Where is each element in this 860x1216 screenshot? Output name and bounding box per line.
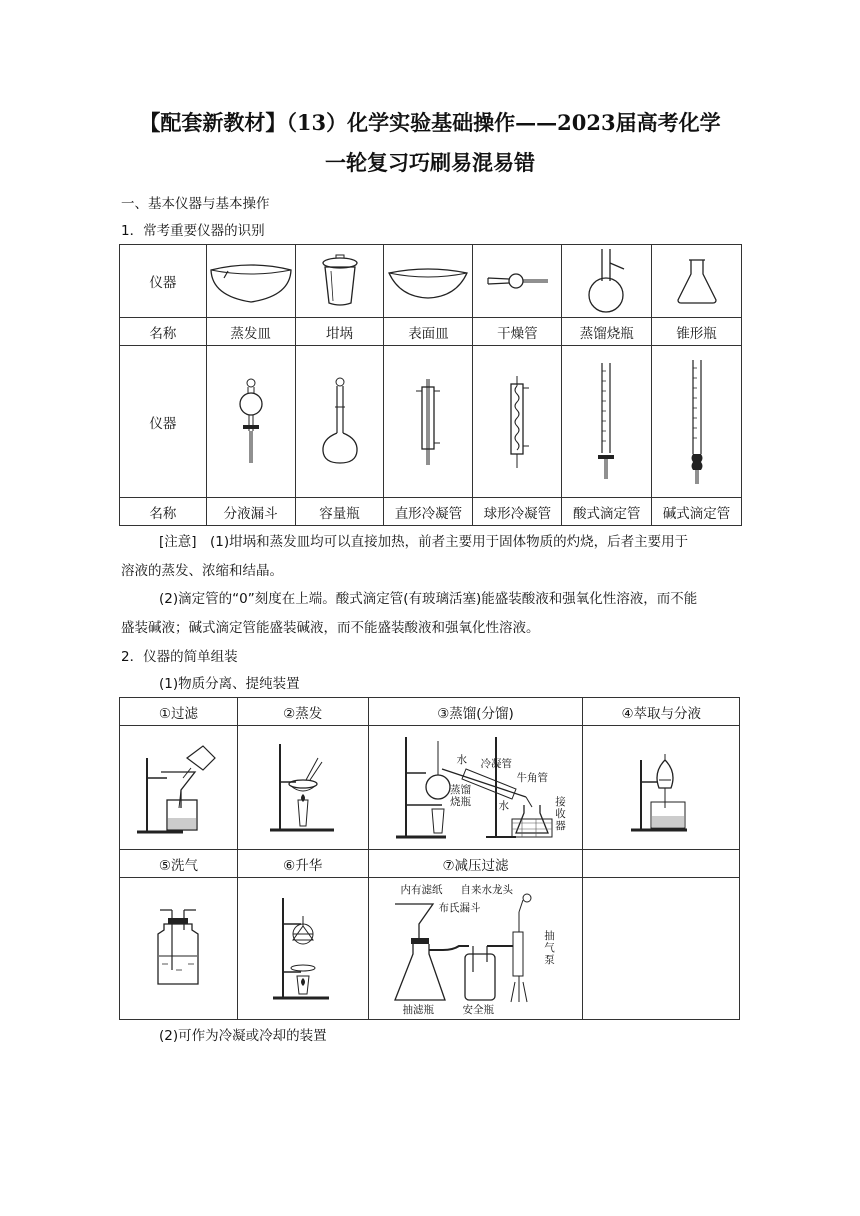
note-1-line-1: [注意] (1)坩埚和蒸发皿均可以直接加热，前者主要用于固体物质的灼烧，后者主要用于 [159, 534, 689, 550]
distilling-flask-image [562, 245, 652, 318]
subsection-heading-2-2: (2)可作为冷凝或冷却的装置 [159, 1028, 327, 1044]
header-filtration: ①过滤 [120, 698, 238, 726]
label-buchner-funnel: 布氏漏斗 [438, 902, 481, 914]
straight-condenser-image [384, 346, 473, 498]
name-watch-glass: 表面皿 [384, 318, 473, 346]
header-distillation: ③蒸馏(分馏) [368, 698, 583, 726]
watch-glass-image [384, 245, 473, 318]
drying-tube-image [473, 245, 562, 318]
label-condenser: 冷凝管 [480, 758, 513, 770]
vacuum-filtration-apparatus-image [368, 878, 583, 1020]
label-filter-paper: 内有滤纸 [400, 884, 443, 896]
note-1-line-2: 溶液的蒸发、浓缩和结晶。 [121, 563, 283, 579]
subsection-heading-2: 2．仪器的简单组装 [121, 649, 238, 665]
subsection-heading-2-1: (1)物质分离、提纯装置 [159, 676, 300, 692]
empty-cell [583, 878, 740, 1020]
name-volumetric-flask: 容量瓶 [295, 498, 384, 526]
name-separatory-funnel: 分液漏斗 [206, 498, 295, 526]
name-drying-tube: 干燥管 [473, 318, 562, 346]
label-instrument: 仪器 [120, 245, 207, 318]
gas-washing-apparatus-image [120, 878, 238, 1020]
note-2-line-2: 盛装碱液；碱式滴定管能盛装碱液，而不能盛装酸液和强氧化性溶液。 [121, 620, 540, 636]
name-evaporating-dish: 蒸发皿 [206, 318, 295, 346]
sublimation-apparatus-image [237, 878, 368, 1020]
instrument-table [119, 244, 742, 526]
label-suction-pump: 抽气泵 [544, 930, 555, 966]
separatory-funnel-image [206, 346, 295, 498]
name-acid-burette: 酸式滴定管 [562, 498, 652, 526]
label-instrument-2: 仪器 [120, 346, 207, 498]
name-conical-flask: 锥形瓶 [652, 318, 742, 346]
evaporating-dish-image [206, 245, 295, 318]
distillation-apparatus-image [368, 726, 583, 850]
label-suction-flask: 抽滤瓶 [402, 1004, 435, 1016]
label-water-in: 水 [456, 754, 468, 766]
label-receiver: 接收器 [555, 796, 566, 832]
conical-flask-image [652, 245, 742, 318]
evaporation-apparatus-image [237, 726, 368, 850]
extraction-apparatus-image [583, 726, 740, 850]
subsection-heading-1: 1．常考重要仪器的识别 [121, 223, 265, 239]
bulb-condenser-image [473, 346, 562, 498]
label-name: 名称 [120, 318, 207, 346]
crucible-image [295, 245, 384, 318]
label-water-out: 水 [498, 800, 510, 812]
header-evaporation: ②蒸发 [237, 698, 368, 726]
volumetric-flask-image [295, 346, 384, 498]
note-2-line-1: (2)滴定管的“0”刻度在上端。酸式滴定管(有玻璃活塞)能盛装酸液和强氧化性溶液，而不能 [159, 591, 698, 607]
label-name-2: 名称 [120, 498, 207, 526]
doc-title-line2: 一轮复习巧刷易混易错 [325, 150, 535, 175]
filtration-apparatus-image [120, 726, 238, 850]
label-water-tap: 自来水龙头 [460, 884, 514, 896]
header-vacuum-filtration: ⑦减压过滤 [368, 850, 583, 878]
label-distilling-flask: 蒸馏烧瓶 [450, 784, 472, 808]
header-gas-washing: ⑤洗气 [120, 850, 238, 878]
header-empty [583, 850, 740, 878]
header-sublimation: ⑥升华 [237, 850, 368, 878]
apparatus-table [119, 697, 740, 1020]
label-adapter: 牛角管 [516, 772, 549, 784]
name-straight-condenser: 直形冷凝管 [384, 498, 473, 526]
name-base-burette: 碱式滴定管 [652, 498, 742, 526]
doc-title-line1: 【配套新教材】（13）化学实验基础操作——2023届高考化学 [139, 110, 721, 135]
name-distilling-flask: 蒸馏烧瓶 [562, 318, 652, 346]
base-burette-image [652, 346, 742, 498]
label-safety-bottle: 安全瓶 [462, 1004, 495, 1016]
name-bulb-condenser: 球形冷凝管 [473, 498, 562, 526]
name-crucible: 坩埚 [295, 318, 384, 346]
section-heading-1: 一、基本仪器与基本操作 [121, 196, 270, 212]
header-extraction: ④萃取与分液 [583, 698, 740, 726]
acid-burette-image [562, 346, 652, 498]
